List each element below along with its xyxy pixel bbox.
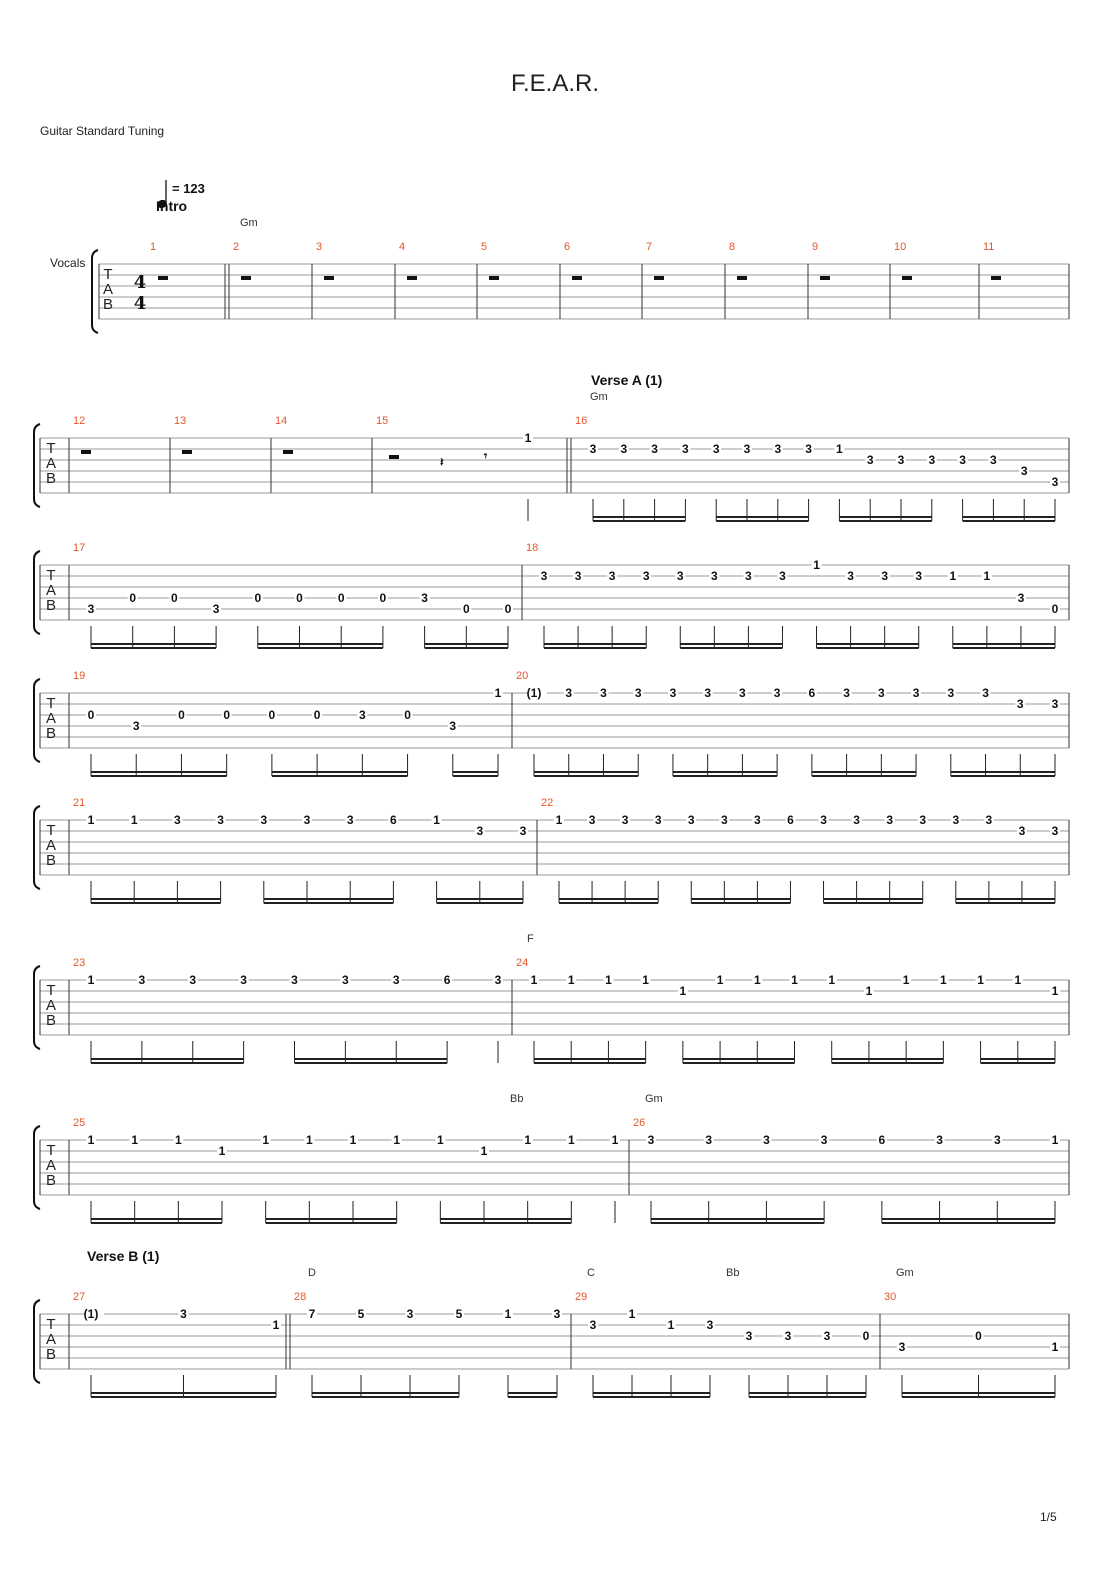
fret-number: 1 [567, 973, 575, 987]
section-label: Intro [156, 198, 188, 214]
fret-number: 3 [847, 569, 854, 583]
tab-clef-letter: T [46, 1316, 56, 1333]
fret-number: 1 [567, 1133, 575, 1147]
measure-number: 26 [633, 1117, 646, 1129]
fret-number: 1 [716, 973, 724, 987]
fret-number: 3 [620, 442, 628, 456]
measure-number: 6 [564, 241, 571, 253]
fret-number: 1 [262, 1133, 270, 1147]
measure-number: 3 [316, 241, 323, 253]
fret-number: 3 [132, 719, 140, 733]
whole-rest [902, 276, 912, 280]
fret-number: 1 [1051, 984, 1059, 998]
fret-number: 3 [710, 569, 718, 583]
fret-number: 3 [705, 1133, 713, 1147]
fret-number: 3 [1051, 697, 1059, 711]
fret-number: 6 [878, 1133, 886, 1147]
measure-number: 16 [575, 415, 588, 427]
fret-number: 0 [296, 591, 303, 605]
fret-number: 1 [87, 813, 95, 827]
chord-label: Gm [590, 391, 608, 403]
fret-number: 3 [739, 686, 746, 700]
fret-number: 3 [260, 813, 268, 827]
measure-number: 20 [516, 670, 529, 682]
tab-clef-letter: B [45, 852, 57, 869]
fret-number: 1 [813, 558, 820, 572]
tab-clef-letter: T [103, 266, 113, 283]
fret-number: (1) [526, 686, 542, 700]
score-title: F.E.A.R. [510, 70, 600, 97]
half-rest [389, 455, 399, 459]
section-label: Verse A (1) [591, 372, 663, 388]
whole-rest [81, 450, 91, 454]
fret-number: 1 [977, 973, 984, 987]
fret-number: 3 [947, 686, 955, 700]
fret-number: 0 [313, 708, 321, 722]
whole-rest [407, 276, 417, 280]
fret-number: 3 [919, 813, 927, 827]
fret-number: 3 [212, 602, 220, 616]
measure-number: 19 [73, 670, 86, 682]
fret-number: 1 [433, 813, 440, 827]
fret-number: 3 [843, 686, 850, 700]
fret-number: 3 [494, 973, 502, 987]
fret-number: 3 [820, 1133, 828, 1147]
measure-number: 9 [812, 241, 819, 253]
fret-number: 3 [676, 569, 684, 583]
fret-number: 3 [565, 686, 573, 700]
section-label: Verse B (1) [87, 1248, 160, 1264]
fret-number: 3 [745, 569, 752, 583]
chord-label: Gm [896, 1267, 914, 1279]
fret-number: 3 [634, 686, 642, 700]
fret-number: 3 [823, 1329, 831, 1343]
fret-number: 3 [1018, 824, 1026, 838]
tab-clef-letter: T [46, 695, 56, 712]
fret-number: 3 [240, 973, 247, 987]
fret-number: 3 [346, 813, 354, 827]
chord-label: C [587, 1267, 595, 1279]
fret-number: 3 [358, 708, 366, 722]
fret-number: 3 [540, 569, 548, 583]
tab-clef-letter: B [45, 1346, 57, 1363]
fret-number: 3 [589, 442, 597, 456]
fret-number: 1 [87, 1133, 95, 1147]
fret-number: 3 [720, 813, 728, 827]
tab-clef-letter: B [45, 1012, 57, 1029]
fret-number: 3 [87, 602, 95, 616]
tab-clef-letter: A [102, 281, 114, 298]
fret-number: 3 [654, 813, 662, 827]
whole-rest [489, 276, 499, 280]
fret-number: 1 [393, 1133, 401, 1147]
fret-number: 7 [308, 1307, 316, 1321]
whole-rest [820, 276, 830, 280]
fret-number: 3 [589, 1318, 597, 1332]
fret-number: 3 [784, 1329, 792, 1343]
fret-number: 1 [305, 1133, 313, 1147]
page-number: 1/5 [1040, 1510, 1057, 1524]
fret-number: 1 [865, 984, 873, 998]
tab-clef-letter: T [46, 440, 56, 457]
fret-number: 3 [647, 1133, 655, 1147]
measure-number: 30 [884, 1291, 897, 1303]
fret-number: 3 [866, 453, 874, 467]
fret-number: 1 [791, 973, 798, 987]
fret-number: 3 [189, 973, 197, 987]
whole-rest [182, 450, 192, 454]
system-bracket [34, 806, 40, 889]
eighth-rest: 𝄾 [484, 449, 488, 463]
fret-number: 1 [628, 1307, 636, 1321]
fret-number: 1 [130, 813, 138, 827]
measure-number: 23 [73, 957, 86, 969]
tab-clef-letter: B [102, 296, 114, 313]
tab-clef-letter: A [45, 1157, 57, 1174]
fret-number: 3 [291, 973, 298, 987]
fret-number: 3 [820, 813, 827, 827]
fret-number: 1 [524, 1133, 532, 1147]
fret-number: 3 [774, 442, 782, 456]
fret-number: 3 [712, 442, 720, 456]
fret-number: 1 [504, 1307, 512, 1321]
fret-number: 0 [975, 1329, 982, 1343]
measure-number: 12 [73, 415, 86, 427]
fret-number: 3 [1051, 824, 1059, 838]
measure-number: 5 [481, 241, 488, 253]
fret-number: 1 [753, 973, 761, 987]
measure-number: 24 [516, 957, 529, 969]
fret-number: (1) [83, 1307, 99, 1321]
fret-number: 3 [1017, 591, 1025, 605]
fret-number: 3 [687, 813, 695, 827]
fret-number: 1 [131, 1133, 139, 1147]
whole-rest [572, 276, 582, 280]
system-bracket [34, 1300, 40, 1383]
fret-number: 3 [608, 569, 616, 583]
measure-number: 2 [233, 241, 240, 253]
fret-number: 1 [949, 569, 957, 583]
measure-number: 11 [983, 241, 995, 253]
track-name: Vocals [50, 256, 86, 270]
fret-number: 3 [936, 1133, 943, 1147]
chord-label: Gm [645, 1093, 663, 1105]
fret-number: 3 [915, 569, 923, 583]
fret-number: 0 [223, 708, 231, 722]
fret-number: 1 [349, 1133, 357, 1147]
measure-number: 18 [526, 542, 539, 554]
fret-number: 3 [621, 813, 629, 827]
fret-number: 1 [667, 1318, 675, 1332]
measure-number: 21 [73, 797, 86, 809]
fret-number: 3 [745, 1329, 753, 1343]
fret-number: 1 [642, 973, 649, 987]
fret-number: 3 [642, 569, 650, 583]
fret-number: 6 [808, 686, 816, 700]
fret-number: 1 [611, 1133, 619, 1147]
tab-clef-letter: A [45, 582, 57, 599]
fret-number: 0 [504, 602, 512, 616]
tab-clef-letter: T [46, 567, 56, 584]
fret-number: 3 [574, 569, 582, 583]
fret-number: 1 [555, 813, 563, 827]
fret-number: 3 [985, 813, 993, 827]
fret-number: 1 [218, 1144, 226, 1158]
fret-number: 1 [494, 686, 502, 700]
fret-number: 0 [254, 591, 262, 605]
chord-label: Bb [726, 1267, 740, 1279]
fret-number: 3 [476, 824, 484, 838]
chord-label: D [308, 1267, 316, 1279]
fret-number: 3 [897, 453, 905, 467]
fret-number: 3 [588, 813, 596, 827]
measure-number: 29 [575, 1291, 588, 1303]
fret-number: 3 [952, 813, 960, 827]
tempo-marking: = 123 [172, 181, 205, 196]
chord-label: Gm [240, 217, 258, 229]
fret-number: 0 [129, 591, 137, 605]
fret-number: 0 [379, 591, 387, 605]
tab-clef-letter: B [45, 470, 57, 487]
measure-number: 10 [894, 241, 907, 253]
fret-number: 3 [982, 686, 989, 700]
whole-rest [737, 276, 747, 280]
fret-number: 3 [1016, 697, 1024, 711]
tab-clef-letter: B [45, 725, 57, 742]
tab-clef-letter: A [45, 455, 57, 472]
fret-number: 5 [357, 1307, 365, 1321]
tab-clef-letter: T [46, 822, 56, 839]
whole-rest [654, 276, 664, 280]
system-bracket [92, 250, 98, 333]
fret-number: 1 [902, 973, 910, 987]
fret-number: 3 [993, 1133, 1001, 1147]
fret-number: 3 [886, 813, 894, 827]
fret-number: 3 [743, 442, 751, 456]
fret-number: 1 [436, 1133, 444, 1147]
fret-number: 3 [519, 824, 527, 838]
fret-number: 3 [1020, 464, 1028, 478]
whole-rest [241, 276, 251, 280]
time-signature-top: 4 [133, 272, 147, 293]
measure-number: 14 [275, 415, 288, 427]
fret-number: 3 [853, 813, 860, 827]
measure-number: 8 [729, 241, 736, 253]
system-bracket [34, 551, 40, 634]
fret-number: 3 [180, 1307, 187, 1321]
fret-number: 3 [669, 686, 677, 700]
quarter-rest: 𝄽 [440, 455, 444, 469]
fret-number: 3 [763, 1133, 770, 1147]
fret-number: 3 [928, 453, 936, 467]
fret-number: 1 [679, 984, 687, 998]
fret-number: 3 [773, 686, 781, 700]
fret-number: 1 [1051, 1340, 1059, 1354]
fret-number: 5 [455, 1307, 463, 1321]
fret-number: 3 [682, 442, 689, 456]
fret-number: 3 [959, 453, 966, 467]
fret-number: 1 [1051, 1133, 1059, 1147]
measure-number: 25 [73, 1117, 86, 1129]
fret-number: 3 [303, 813, 311, 827]
fret-number: 0 [268, 708, 276, 722]
whole-rest [283, 450, 293, 454]
fret-number: 1 [87, 973, 95, 987]
fret-number: 3 [704, 686, 712, 700]
time-signature-bottom: 4 [133, 293, 147, 314]
measure-number: 4 [399, 241, 406, 253]
fret-number: 0 [87, 708, 95, 722]
tab-clef-letter: T [46, 1142, 56, 1159]
fret-number: 3 [754, 813, 761, 827]
fret-number: 1 [940, 973, 947, 987]
tab-clef-letter: B [45, 1172, 57, 1189]
fret-number: 3 [706, 1318, 714, 1332]
fret-number: 0 [462, 602, 470, 616]
fret-number: 1 [836, 442, 843, 456]
fret-number: 1 [174, 1133, 182, 1147]
fret-number: 0 [337, 591, 345, 605]
fret-number: 3 [805, 442, 812, 456]
chord-label: F [527, 933, 534, 945]
fret-number: 3 [779, 569, 786, 583]
whole-rest [324, 276, 334, 280]
fret-number: 0 [178, 708, 185, 722]
fret-number: 3 [174, 813, 181, 827]
tab-clef-letter: B [45, 597, 57, 614]
fret-number: 3 [1051, 475, 1059, 489]
whole-rest [991, 276, 1001, 280]
measure-number: 17 [73, 542, 86, 554]
fret-number: 1 [983, 569, 991, 583]
chord-label: Bb [510, 1093, 524, 1105]
fret-number: 0 [404, 708, 411, 722]
fret-number: 1 [524, 431, 532, 445]
fret-number: 1 [1014, 973, 1022, 987]
fret-number: 6 [443, 973, 451, 987]
fret-number: 3 [342, 973, 349, 987]
measure-number: 22 [541, 797, 554, 809]
fret-number: 6 [787, 813, 794, 827]
fret-number: 3 [600, 686, 607, 700]
fret-number: 6 [390, 813, 397, 827]
system-bracket [34, 424, 40, 507]
fret-number: 1 [828, 973, 836, 987]
fret-number: 3 [553, 1307, 561, 1321]
fret-number: 3 [912, 686, 920, 700]
fret-number: 3 [138, 973, 146, 987]
fret-number: 1 [605, 973, 612, 987]
measure-number: 7 [646, 241, 653, 253]
fret-number: 3 [881, 569, 889, 583]
fret-number: 3 [877, 686, 885, 700]
fret-number: 0 [862, 1329, 870, 1343]
fret-number: 3 [990, 453, 997, 467]
measure-number: 28 [294, 1291, 307, 1303]
tab-clef-letter: A [45, 710, 57, 727]
whole-rest [158, 276, 168, 280]
tab-clef-letter: A [45, 997, 57, 1014]
fret-number: 3 [449, 719, 457, 733]
measure-number: 1 [150, 241, 157, 253]
fret-number: 3 [392, 973, 400, 987]
tab-clef-letter: T [46, 982, 56, 999]
measure-number: 27 [73, 1291, 86, 1303]
system-bracket [34, 966, 40, 1049]
fret-number: 1 [480, 1144, 488, 1158]
tuning-label: Guitar Standard Tuning [40, 124, 165, 138]
fret-number: 0 [1051, 602, 1059, 616]
fret-number: 3 [421, 591, 428, 605]
fret-number: 3 [406, 1307, 414, 1321]
measure-number: 13 [174, 415, 187, 427]
fret-number: 0 [171, 591, 178, 605]
fret-number: 1 [530, 973, 538, 987]
fret-number: 1 [272, 1318, 280, 1332]
fret-number: 3 [217, 813, 224, 827]
system-bracket [34, 1126, 40, 1209]
fret-number: 3 [898, 1340, 906, 1354]
fret-number: 3 [651, 442, 658, 456]
measure-number: 15 [376, 415, 389, 427]
tab-clef-letter: A [45, 837, 57, 854]
system-bracket [34, 679, 40, 762]
tab-clef-letter: A [45, 1331, 57, 1348]
